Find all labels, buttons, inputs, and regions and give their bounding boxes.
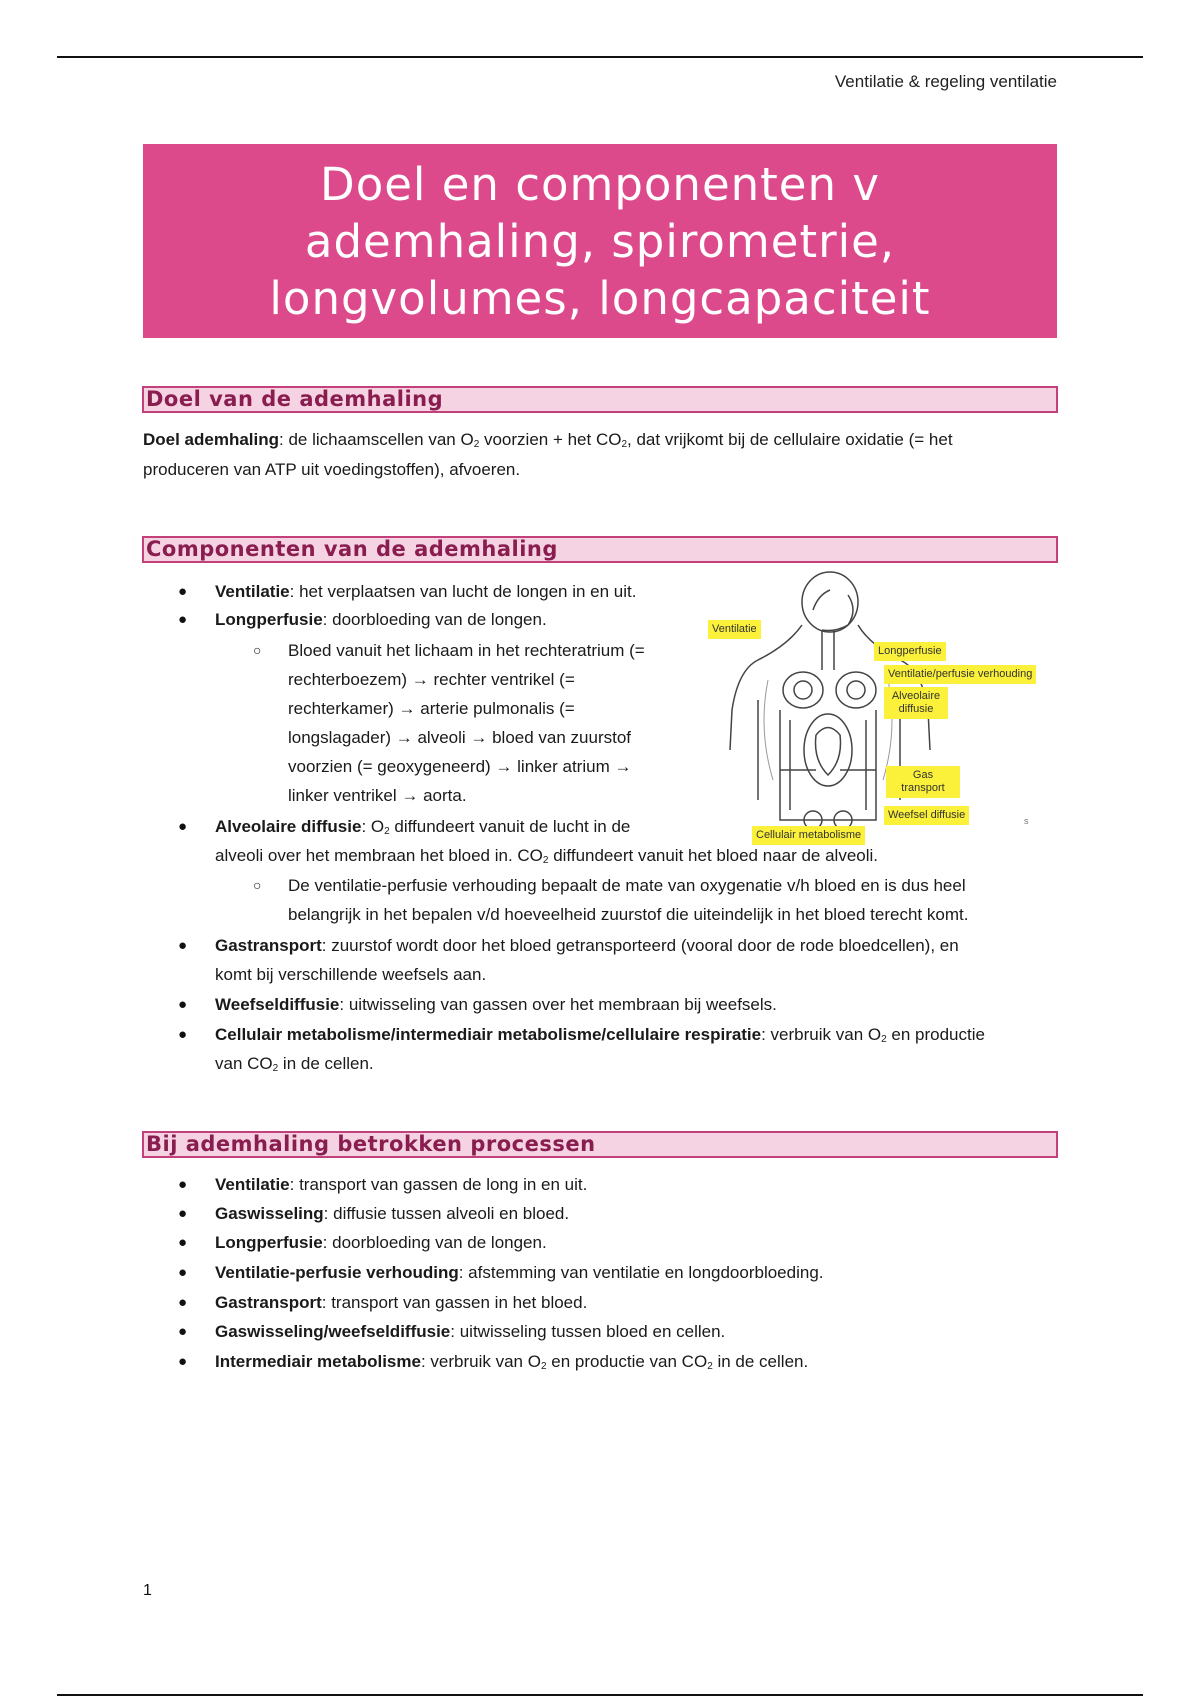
list-item-alveolaire-diffusie: Alveolaire diffusie: $O_2$ diffundeert vanuit de lucht in de alveoli over het membraan het bloed in. $CO_2$ diffundeert vanuit het bloed naar de alveoli. (215, 817, 879, 866)
doel-term: Doel ademhaling (143, 430, 280, 449)
list-item-longperfusie: Longperfusie: doorbloeding van de longen. (215, 610, 547, 629)
bullet-dot: ● (178, 611, 188, 628)
bullet-dot: ● (178, 1323, 188, 1340)
section-heading-doel: Doel van de ademhaling (142, 386, 1058, 413)
process-item-longperfusie: Longperfusie: doorbloeding van de longen. (215, 1233, 547, 1252)
page-title-banner: Doel en componenten v ademhaling, spirometrie, longvolumes, longcapaciteit (143, 144, 1057, 338)
bullet-dot: ● (178, 996, 188, 1013)
bullet-dot: ● (178, 1264, 188, 1281)
bullet-dot: ● (178, 1234, 188, 1251)
label-cellulair-metabolisme: Cellulair metabolisme (752, 826, 865, 845)
footer-rule (57, 1694, 1143, 1696)
bullet-dot: ● (178, 1353, 188, 1370)
list-item-weefseldiffusie: Weefseldiffusie: uitwisseling van gassen over het membraan bij weefsels. (215, 995, 777, 1014)
doel-paragraph (143, 425, 1043, 485)
label-weefsel-diffusie: Weefsel diffusie (884, 806, 969, 825)
perfusion-path-text: Bloed vanuit het lichaam in het rechteratrium (= rechterboezem) → rechter ventrikel (= rechterkamer) → arterie pulmonalis (= longslagader) → alveoli → bloed van zuurstof voorzien (= geoxygeneerd) → linker atrium → linker ventrikel → aorta. (288, 641, 645, 805)
process-item-vp-verhouding: Ventilatie-perfusie verhouding: afstemming van ventilatie en longdoorbloeding. (215, 1263, 824, 1282)
header-rule (57, 56, 1143, 58)
process-item-weefseldiffusie: Gaswisseling/weefseldiffusie: uitwisseling tussen bloed en cellen. (215, 1322, 726, 1341)
sub-bullet-circle: ○ (253, 642, 262, 658)
label-ventilatie: Ventilatie (708, 620, 761, 639)
respiration-diagram (712, 570, 1058, 850)
section-heading-processen: Bij ademhaling betrokken processen (142, 1131, 1058, 1158)
vp-verhouding-text: De ventilatie-perfusie verhouding bepaalt de mate van oxygenatie v/h bloed en is dus heel belangrijk in het bepalen v/d hoeveelheid zuurstof die uiteindelijk in het bloed terecht komt. (288, 876, 969, 924)
doel-line-2: produceren van ATP uit voedingstoffen), afvoeren. (143, 460, 521, 479)
page-number: 1 (143, 1582, 152, 1599)
bullet-dot: ● (178, 1294, 188, 1311)
sub-bullet-circle: ○ (253, 877, 262, 893)
process-item-gaswisseling: Gaswisseling: diffusie tussen alveoli en bloed. (215, 1204, 570, 1223)
figure-footnote-mark: s (1024, 816, 1029, 826)
bullet-dot: ● (178, 937, 188, 954)
bullet-dot: ● (178, 583, 188, 600)
bullet-dot: ● (178, 1026, 188, 1043)
label-longperfusie: Longperfusie (874, 642, 946, 661)
label-ventilatie-perfusie-verhouding: Ventilatie/perfusie verhouding (884, 665, 1036, 684)
label-alveolaire-diffusie: Alveolaire diffusie (884, 687, 948, 719)
process-item-gastransport: Gastransport: transport van gassen in het bloed. (215, 1293, 588, 1312)
bullet-dot: ● (178, 818, 188, 835)
process-item-ventilatie: Ventilatie: transport van gassen de long in en uit. (215, 1175, 588, 1194)
list-item-gastransport: Gastransport: zuurstof wordt door het bloed getransporteerd (vooral door de rode bloedcellen), en komt bij verschillende weefsels aan. (215, 936, 959, 984)
label-gas-transport: Gas transport (886, 766, 960, 798)
bullet-dot: ● (178, 1176, 188, 1193)
running-header: Ventilatie & regeling ventilatie (834, 72, 1057, 91)
bullet-dot: ● (178, 1205, 188, 1222)
list-item-cellulair-metabolisme: Cellulair metabolisme/intermediair metabolisme/cellulaire respiratie: verbruik van $O_2$ en productie van $CO_2$ in de cellen. (215, 1025, 985, 1074)
list-item-ventilatie: Ventilatie: het verplaatsen van lucht de longen in en uit. (215, 582, 637, 601)
process-item-intermediair-metabolisme: Intermediair metabolisme: verbruik van $O_2$ en productie van $CO_2$ in de cellen. (215, 1352, 809, 1372)
section-heading-componenten: Componenten van de ademhaling (142, 536, 1058, 563)
doel-line-1: Doel ademhaling: de lichaamscellen van $O_2$ voorzien + het $CO_2$, dat vrijkomt bij de cellulaire oxidatie (= het (143, 430, 953, 450)
